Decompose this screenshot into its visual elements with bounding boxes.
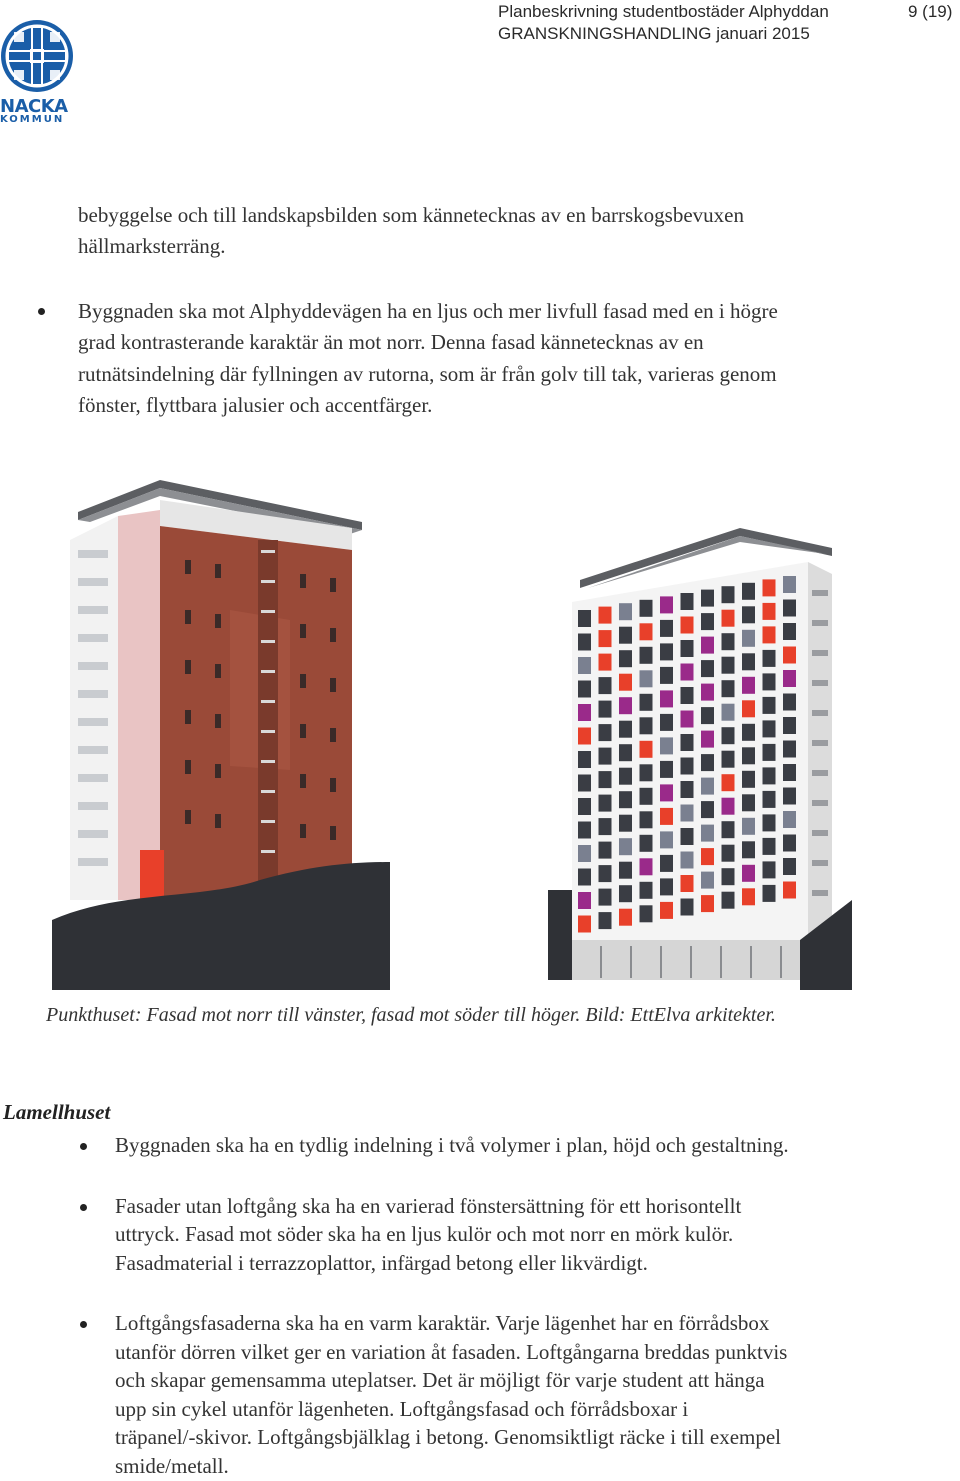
header-title-line2: GRANSKNINGSHANDLING januari 2015	[498, 24, 810, 43]
facade-window	[660, 878, 673, 895]
facade-window	[599, 889, 612, 906]
facade-window	[701, 872, 714, 889]
facade-window	[742, 771, 755, 788]
facade-window	[578, 775, 591, 792]
intro-continuation-line1: bebyggelse och till landskapsbilden som kännetecknas av en barrskogsbevuxen	[78, 203, 744, 227]
facade-window	[742, 865, 755, 882]
facade-window	[742, 700, 755, 717]
facade-window	[599, 654, 612, 671]
facade-window	[619, 791, 632, 808]
facade-window	[783, 741, 796, 758]
facade-window	[783, 882, 796, 899]
lamellhuset-bullet3-line1: Loftgångsfasaderna ska ha en varm karaktär. Varje lägenhet har en förrådsbox	[115, 1311, 770, 1335]
facade-window	[681, 687, 694, 704]
facade-window	[742, 841, 755, 858]
nacka-crest-icon	[0, 18, 76, 98]
facade-window	[763, 697, 776, 714]
facade-window	[681, 899, 694, 916]
facade-window	[640, 694, 653, 711]
facade-window	[660, 784, 673, 801]
intro-bullet1-line1: Byggnaden ska mot Alphyddevägen ha en ljus och mer livfull fasad med en i högre	[78, 299, 778, 323]
facade-window	[599, 701, 612, 718]
lamellhuset-bullet3-line3: och skapar gemensamma uteplatser. Det är möjligt för varje student att hänga	[115, 1368, 765, 1392]
facade-window	[599, 677, 612, 694]
facade-window	[701, 707, 714, 724]
facade-window	[619, 768, 632, 785]
figure-caption: Punkthuset: Fasad mot norr till vänster, fasad mot söder till höger. Bild: EttElva arkitekter.	[46, 1004, 776, 1026]
facade-window	[619, 815, 632, 832]
facade-window	[681, 852, 694, 869]
lamellhuset-bullet3-line4: upp sin cykel utanför lägenheten. Loftgångsfasad och förrådsboxar i	[115, 1397, 689, 1421]
facade-window	[742, 677, 755, 694]
facade-window	[660, 714, 673, 731]
lamellhuset-bullet3-line6: smide/metall.	[115, 1454, 229, 1478]
facade-window	[640, 623, 653, 640]
facade-window	[722, 774, 735, 791]
facade-window	[701, 660, 714, 677]
facade-window	[681, 593, 694, 610]
facade-window	[640, 741, 653, 758]
facade-window	[578, 916, 591, 933]
facade-window	[701, 848, 714, 865]
facade-window	[722, 704, 735, 721]
facade-window	[722, 868, 735, 885]
facade-window	[722, 586, 735, 603]
facade-window	[722, 798, 735, 815]
facade-window	[783, 764, 796, 781]
facade-window	[640, 600, 653, 617]
facade-window	[742, 888, 755, 905]
facade-window	[763, 650, 776, 667]
facade-window	[701, 825, 714, 842]
facade-window	[619, 603, 632, 620]
facade-window	[681, 828, 694, 845]
facade-window	[660, 667, 673, 684]
lamellhuset-bullet2-line2: uttryck. Fasad mot söder ska ha en ljus kulör och mot norr en mörk kulör.	[115, 1222, 734, 1246]
facade-window	[783, 647, 796, 664]
facade-window	[763, 744, 776, 761]
facade-window	[742, 606, 755, 623]
facade-window	[578, 869, 591, 886]
lamellhuset-bullet2-line1: Fasader utan loftgång ska ha en varierad fönstersättning för ett horisontellt	[115, 1194, 742, 1218]
facade-window	[722, 821, 735, 838]
facade-window	[660, 643, 673, 660]
facade-window	[742, 818, 755, 835]
facade-window	[660, 737, 673, 754]
facade-window	[578, 657, 591, 674]
facade-window	[640, 905, 653, 922]
facade-window	[681, 664, 694, 681]
facade-window	[599, 771, 612, 788]
facade-window	[619, 744, 632, 761]
lamellhuset-bullet2-line3: Fasadmaterial i terrazzoplattor, infärgad betong eller likvärdigt.	[115, 1251, 648, 1275]
facade-window	[763, 861, 776, 878]
facade-window	[742, 724, 755, 741]
facade-window	[783, 623, 796, 640]
facade-window	[660, 855, 673, 872]
facade-window	[783, 835, 796, 852]
facade-window	[783, 576, 796, 593]
bullet-marker	[80, 1143, 87, 1150]
facade-window	[619, 838, 632, 855]
facade-window	[701, 684, 714, 701]
facade-window	[701, 895, 714, 912]
facade-window	[722, 633, 735, 650]
facade-window	[599, 912, 612, 929]
lamellhuset-bullet1: Byggnaden ska ha en tydlig indelning i två volymer i plan, höjd och gestaltning.	[115, 1133, 789, 1157]
facade-window	[640, 811, 653, 828]
facade-window	[599, 748, 612, 765]
nacka-logo	[0, 18, 76, 126]
facade-window	[660, 596, 673, 613]
facade-window	[722, 610, 735, 627]
facade-window	[701, 778, 714, 795]
intro-bullet1-line3: rutnätsindelning där fyllningen av rutorna, som är från golv till tak, varieras genom	[78, 362, 777, 386]
facade-window	[599, 865, 612, 882]
facade-window	[619, 862, 632, 879]
facade-window	[660, 690, 673, 707]
facade-window	[599, 818, 612, 835]
facade-window	[701, 590, 714, 607]
intro-continuation-line2: hällmarksterräng.	[78, 234, 226, 258]
facade-window	[763, 603, 776, 620]
facade-window	[660, 902, 673, 919]
facade-window	[578, 728, 591, 745]
facade-window	[681, 781, 694, 798]
logo-text-bottom: KOMMUN	[0, 114, 65, 125]
facade-window	[578, 704, 591, 721]
facade-window	[681, 758, 694, 775]
facade-window	[681, 711, 694, 728]
facade-window	[578, 892, 591, 909]
facade-window	[640, 858, 653, 875]
facade-window	[619, 885, 632, 902]
facade-window	[599, 842, 612, 859]
facade-window	[783, 717, 796, 734]
page-number: 9 (19)	[908, 2, 953, 21]
facade-window	[783, 788, 796, 805]
facade-window	[640, 835, 653, 852]
section-heading-lamellhuset: Lamellhuset	[3, 1100, 111, 1124]
facade-window	[599, 795, 612, 812]
facade-illustration	[0, 470, 960, 1010]
header-title-line1: Planbeskrivning studentbostäder Alphyddan	[498, 2, 829, 21]
facade-window	[681, 875, 694, 892]
facade-window	[619, 721, 632, 738]
facade-window	[578, 681, 591, 698]
facade-window	[701, 637, 714, 654]
facade-window	[619, 697, 632, 714]
facade-window	[640, 764, 653, 781]
facade-window	[763, 814, 776, 831]
facade-window	[722, 657, 735, 674]
facade-window	[763, 579, 776, 596]
intro-bullet1-line4: fönster, flyttbara jalusier och accentfärger.	[78, 393, 433, 417]
facade-window	[742, 630, 755, 647]
facade-window	[660, 620, 673, 637]
facade-window	[763, 791, 776, 808]
facade-window	[599, 724, 612, 741]
intro-bullet1-line2: grad kontrasterande karaktär än mot norr. Denna fasad kännetecknas av en	[78, 330, 704, 354]
lamellhuset-bullet3-line2: utanför dörren vilket ger en variation åt fasaden. Loftgångarna breddas punktvis	[115, 1340, 788, 1364]
facade-window	[783, 811, 796, 828]
facade-window	[783, 694, 796, 711]
facade-window	[783, 858, 796, 875]
facade-window	[640, 647, 653, 664]
facade-window	[701, 801, 714, 818]
facade-window	[681, 805, 694, 822]
bullet-marker	[38, 308, 45, 315]
facade-window	[763, 838, 776, 855]
facade-window	[783, 670, 796, 687]
logo-text-top: NACKA	[0, 96, 68, 117]
facade-window	[783, 600, 796, 617]
facade-window	[722, 727, 735, 744]
facade-window	[660, 831, 673, 848]
facade-window	[578, 751, 591, 768]
facade-window	[619, 627, 632, 644]
facade-window	[763, 720, 776, 737]
facade-window	[701, 731, 714, 748]
lamellhuset-bullet3-line5: träpanel/-skivor. Loftgångsbjälklag i betong. Genomsiktligt räcke i till exempel	[115, 1425, 782, 1449]
facade-window	[640, 717, 653, 734]
facade-window	[763, 673, 776, 690]
facade-window	[763, 767, 776, 784]
facade-window	[578, 822, 591, 839]
facade-window	[578, 798, 591, 815]
facade-window	[619, 674, 632, 691]
bullet-marker	[80, 1204, 87, 1211]
facade-window	[640, 788, 653, 805]
facade-window	[701, 613, 714, 630]
facade-window	[619, 909, 632, 926]
facade-window	[722, 892, 735, 909]
north-facade-building	[52, 480, 390, 990]
facade-window	[660, 808, 673, 825]
facade-window	[763, 626, 776, 643]
facade-window	[599, 607, 612, 624]
facade-window	[599, 630, 612, 647]
facade-window	[660, 761, 673, 778]
facade-window	[742, 653, 755, 670]
facade-window	[742, 583, 755, 600]
facade-window	[681, 640, 694, 657]
facade-window	[619, 650, 632, 667]
facade-window	[578, 634, 591, 651]
facade-window	[701, 754, 714, 771]
facade-window	[578, 845, 591, 862]
facade-window	[722, 751, 735, 768]
facade-window	[681, 617, 694, 634]
facade-window	[763, 885, 776, 902]
facade-window	[640, 882, 653, 899]
facade-window	[722, 680, 735, 697]
facade-window	[640, 670, 653, 687]
facade-window	[742, 794, 755, 811]
south-facade-building	[548, 528, 852, 990]
facade-window	[681, 734, 694, 751]
facade-window	[722, 845, 735, 862]
bullet-marker	[80, 1321, 87, 1328]
facade-window	[578, 610, 591, 627]
facade-window	[742, 747, 755, 764]
